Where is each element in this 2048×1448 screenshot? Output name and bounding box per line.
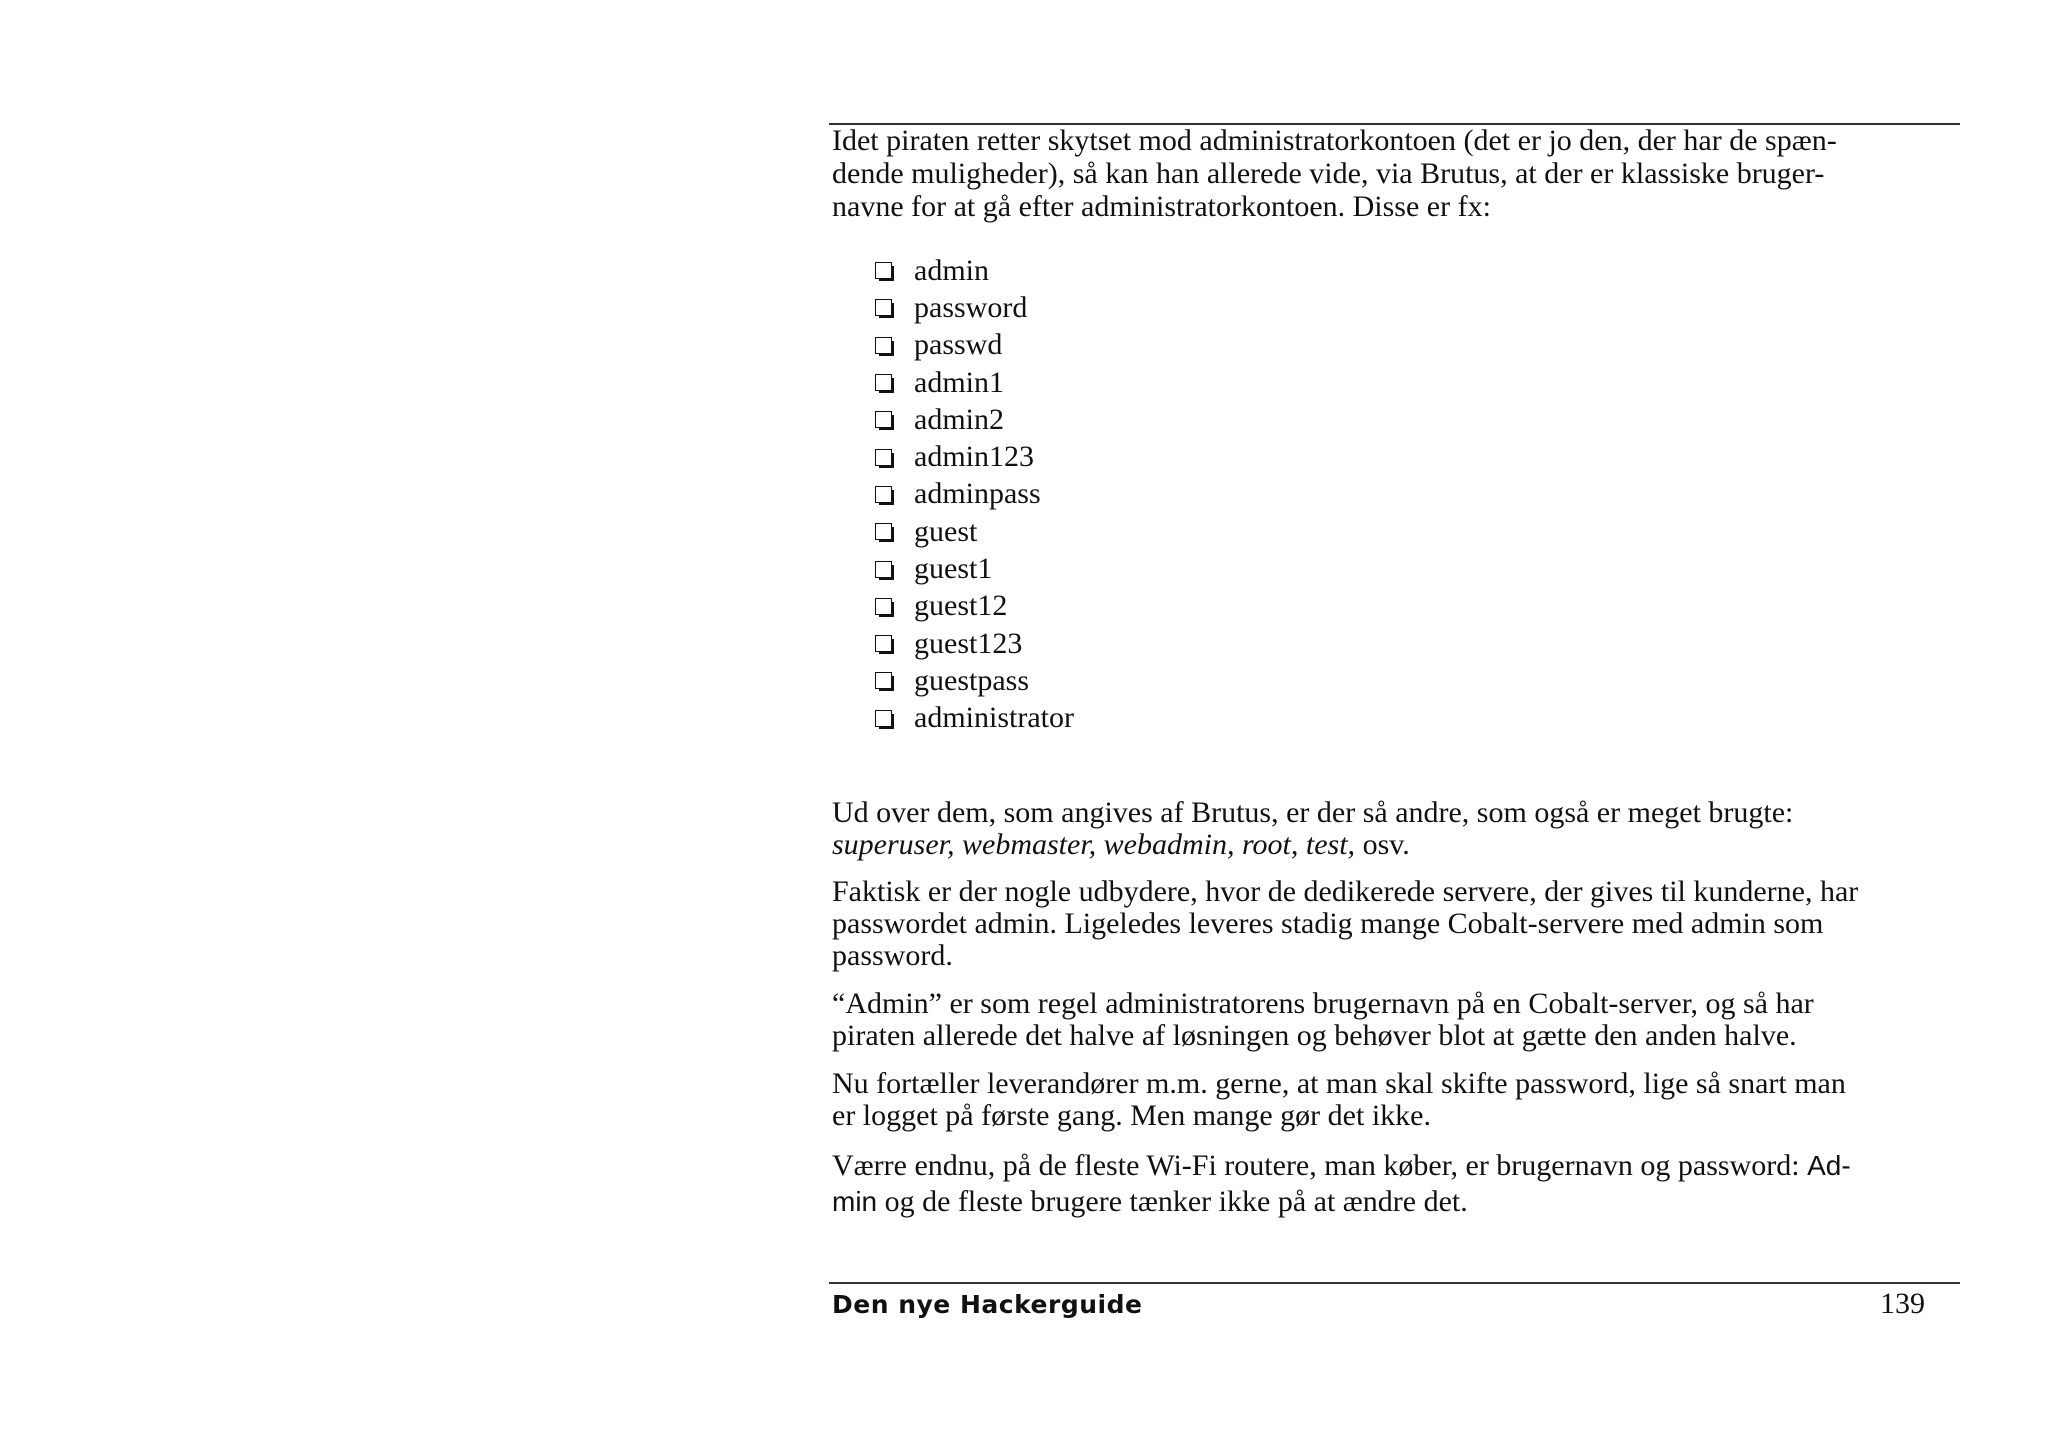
paragraph-line: Faktisk er der nogle udbydere, hvor de dedikerede servere, der gives til kunderne, har [832, 875, 1859, 908]
intro-line-3: navne for at gå efter administratorkontoen. Disse er fx: [832, 190, 1491, 223]
footer-rule [829, 1282, 1960, 1284]
paragraph-wifi-routers [832, 1148, 1960, 1220]
intro-paragraph [832, 124, 1957, 223]
list-item [875, 401, 1074, 438]
list-item-label: admin2 [914, 402, 1004, 436]
list-item [875, 513, 1074, 550]
list-item [875, 588, 1074, 625]
page-number: 139 [1880, 1287, 1925, 1320]
list-item [875, 327, 1074, 364]
intro-line-1: Idet piraten retter skytset mod administratorkontoen (det er jo den, der har de spæn- [832, 124, 1837, 157]
sans-word-fragment: Ad- [1807, 1150, 1851, 1181]
paragraph-line: Værre endnu, på de fleste Wi-Fi routere, man køber, er brugernavn og password: [832, 1149, 1808, 1182]
paragraph-tail: osv. [1355, 828, 1410, 861]
paragraph-line: Ud over dem, som angives af Brutus, er der så andre, som også er meget brugte: [832, 796, 1794, 829]
list-item [875, 476, 1074, 513]
list-item-label: administrator [914, 701, 1074, 735]
list-item-label: password [914, 290, 1028, 324]
checkbox-icon [875, 262, 892, 279]
checkbox-icon [875, 449, 892, 466]
checkbox-icon [875, 523, 892, 540]
list-item [875, 252, 1074, 289]
list-item [875, 625, 1074, 662]
list-item [875, 438, 1074, 475]
footer-book-title: Den nye Hackerguide [832, 1290, 1143, 1319]
list-item-label: admin [914, 253, 989, 287]
checkbox-icon [875, 299, 892, 316]
list-item-label: admin123 [914, 440, 1034, 474]
list-item [875, 364, 1074, 401]
paragraph-line: password. [832, 939, 953, 972]
list-item [875, 550, 1074, 587]
list-item [875, 289, 1074, 326]
paragraph-line: piraten allerede det halve af løsningen og behøver blot at gætte den anden halve. [832, 1019, 1797, 1052]
list-item-label: guest1 [914, 552, 993, 586]
intro-line-2: dende muligheder), så kan han allerede vide, via Brutus, at der er klassiske bruger- [832, 157, 1825, 190]
list-item-label: guestpass [914, 663, 1029, 697]
list-item-label: guest [914, 514, 978, 548]
list-item-label: guest123 [914, 626, 1023, 660]
paragraph-line: passwordet admin. Ligeledes leveres stadig mange Cobalt-servere med admin som [832, 907, 1824, 940]
paragraph-brutus-others [832, 797, 1960, 861]
list-item-label: admin1 [914, 365, 1004, 399]
checkbox-icon [875, 561, 892, 578]
sans-word-fragment: min [832, 1186, 878, 1217]
list-item-label: guest12 [914, 589, 1008, 623]
paragraph-change-password [832, 1068, 1960, 1132]
checkbox-icon [875, 672, 892, 689]
italic-username-examples: superuser, webmaster, webadmin, root, test, [832, 828, 1356, 861]
checkbox-icon [875, 598, 892, 615]
paragraph-cobalt-admin [832, 988, 1960, 1052]
paragraph-line: og de fleste brugere tænker ikke på at ændre det. [877, 1185, 1468, 1218]
checkbox-icon [875, 374, 892, 391]
list-item-label: passwd [914, 328, 1003, 362]
checkbox-icon [875, 337, 892, 354]
paragraph-line: er logget på første gang. Men mange gør det ikke. [832, 1099, 1431, 1132]
paragraph-line: Nu fortæller leverandører m.m. gerne, at man skal skifte password, lige så snart man [832, 1067, 1846, 1100]
checkbox-icon [875, 486, 892, 503]
list-item [875, 700, 1074, 737]
checkbox-icon [875, 635, 892, 652]
paragraph-line: “Admin” er som regel administratorens brugernavn på en Cobalt-server, og så har [832, 987, 1814, 1020]
checkbox-icon [875, 411, 892, 428]
list-item [875, 662, 1074, 699]
paragraph-dedicated-servers [832, 876, 1960, 972]
username-list [875, 252, 1074, 737]
checkbox-icon [875, 710, 892, 727]
list-item-label: adminpass [914, 477, 1041, 511]
